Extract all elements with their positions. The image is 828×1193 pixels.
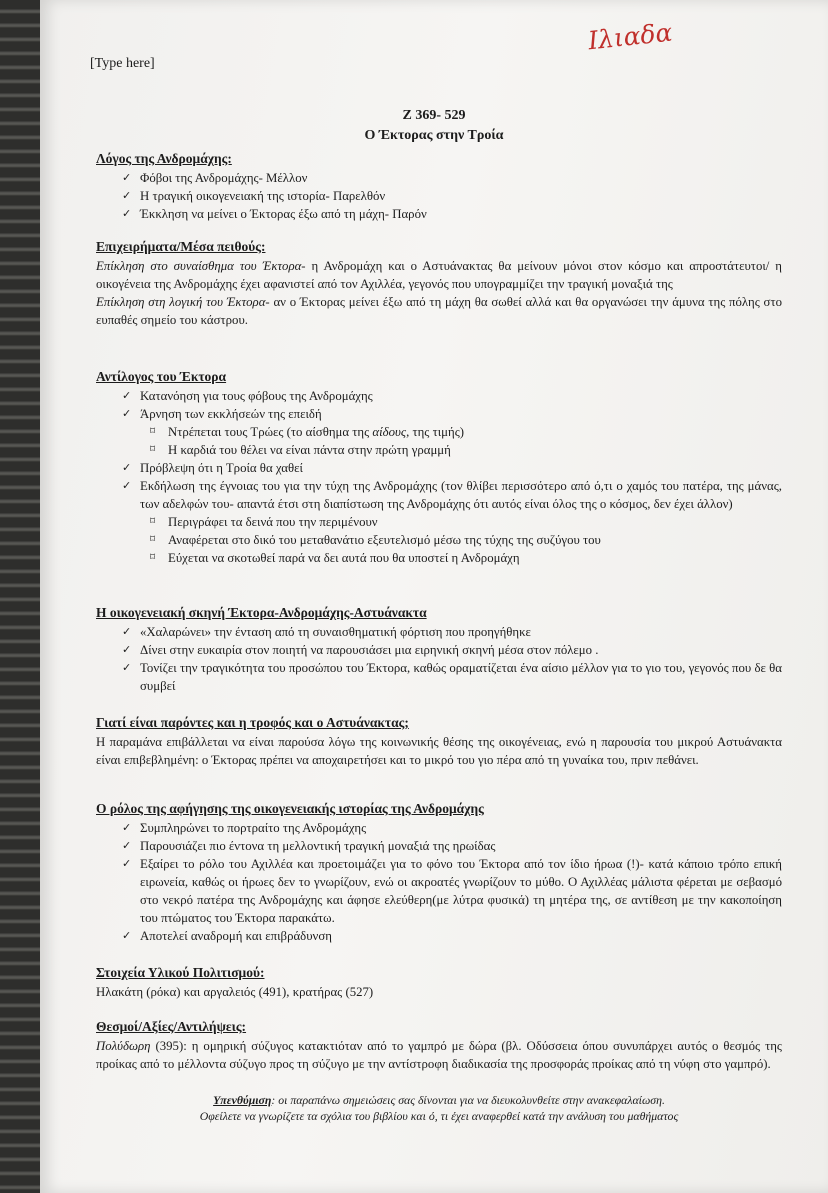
page-title: Ο Έκτορας στην Τροία xyxy=(364,128,504,143)
handwritten-note: Ιλιαδα xyxy=(586,17,674,56)
section-family-scene xyxy=(96,604,782,695)
section-why-present xyxy=(96,714,782,769)
list-item: ✓ Η τραγική οικογενειακή της ιστορία- Παρελθόν xyxy=(118,187,782,205)
list-item: ✓ Έκκληση να μείνει ο Έκτορας έξω από τη μάχη- Παρόν xyxy=(118,205,782,223)
section-hector-reply xyxy=(96,368,782,567)
section-institutions xyxy=(96,1018,782,1073)
section-andromache-speech xyxy=(96,150,782,223)
section-narration-role xyxy=(96,800,782,945)
paragraph: Επίκληση στο συναίσθημα του Έκτορα- η Ανδρομάχη και ο Αστυάνακτας θα μείνουν μόνοι στον κόσμο και απροστάτευτοι/ η οικογένεια της Ανδρομάχης έχει αφανιστεί από τον Αχιλλέα, γεγονός που υπογραμμίζει την τραγική μοναξιά της xyxy=(96,259,782,291)
section-heading: Γιατί είναι παρόντες και η τροφός και ο Αστυάνακτας; xyxy=(96,715,409,730)
sub-list-item: ⌑ Περιγράφει τα δεινά που την περιμένουν xyxy=(118,513,782,531)
reminder-note xyxy=(96,1092,782,1124)
list-item: ✓ Τονίζει την τραγικότητα του προσώπου του Έκτορα, καθώς οραματίζεται ένα αίσιο μέλλον για το γιο του, γεγονός που δε θα συμβεί xyxy=(118,659,782,695)
section-heading: Επιχειρήματα/Μέσα πειθούς: xyxy=(96,239,266,254)
list-item: ✓ Άρνηση των εκκλήσεών της επειδή xyxy=(118,405,782,423)
list-item: ✓ Κατανόηση για τους φόβους της Ανδρομάχης xyxy=(118,387,782,405)
list-item: ✓ Εκδήλωση της έγνοιας του για την τύχη της Ανδρομάχης (τον θλίβει περισσότερο από ό,τι ο χαμός του πατέρα, της μάνας, των αδελφών του- απαντά έτσι στη διαπίστωση της Ανδρομάχης ότι αυτός είναι όλος της ο κόσμος, δεν έχει άλλον) xyxy=(118,477,782,513)
binder-rings xyxy=(0,0,40,1193)
list-item: ✓ Παρουσιάζει πιο έντονα τη μελλοντική τραγική μοναξιά της ηρωίδας xyxy=(118,837,782,855)
section-heading: Θεσμοί/Αξίες/Αντιλήψεις: xyxy=(96,1019,247,1034)
reminder-line: Οφείλετε να γνωρίζετε τα σχόλια του βιβλίου και ό, τι έχει αναφερθεί κατά την ανάλυση του μαθήματος xyxy=(199,1109,679,1123)
document-page xyxy=(40,0,828,1193)
section-heading: Η οικογενειακή σκηνή Έκτορα-Ανδρομάχης-Αστυάνακτα xyxy=(96,605,427,620)
list-item: ✓ Πρόβλεψη ότι η Τροία θα χαθεί xyxy=(118,459,782,477)
list-item: ✓ «Χαλαρώνει» την ένταση από τη συναισθηματική φόρτιση που προηγήθηκε xyxy=(118,623,782,641)
header-placeholder: [Type here] xyxy=(90,56,155,71)
section-heading: Στοιχεία Υλικού Πολιτισμού: xyxy=(96,965,265,980)
list-item: ✓ Φόβοι της Ανδρομάχης- Μέλλον xyxy=(118,169,782,187)
sub-list-item: ⌑ Εύχεται να σκοτωθεί παρά να δει αυτά που θα υποστεί η Ανδρομάχη xyxy=(118,549,782,567)
verse-range: Ζ 369- 529 xyxy=(402,108,466,123)
list-item: ✓ Συμπληρώνει το πορτραίτο της Ανδρομάχης xyxy=(118,819,782,837)
paragraph: Ηλακάτη (ρόκα) και αργαλειός (491), κρατήρας (527) xyxy=(96,985,374,999)
list-item: ✓ Δίνει στην ευκαιρία στον ποιητή να παρουσιάσει μια ειρηνική σκηνή μέσα στον πόλεμο . xyxy=(118,641,782,659)
paragraph: Επίκληση στη λογική του Έκτορα- αν ο Έκτορας μείνει έξω από τη μάχη θα σωθεί αλλά και θα οργανώσει την άμυνα της πόλης στο ευπαθές σημείο του κάστρου. xyxy=(96,295,782,327)
section-arguments xyxy=(96,238,782,329)
list-item: ✓ Αποτελεί αναδρομή και επιβράδυνση xyxy=(118,927,782,945)
paragraph: Πολύδωρη (395): η ομηρική σύζυγος κατακτιόταν από το γαμπρό με δώρα (βλ. Οδύσσεια όπου συνυπάρχει αυτός ο θεσμός της προίκας από το μέλλοντα σύζυγο προς τη σύζυγο με την αντίστροφη διαδικασία της προσφοράς προίκας από τη νύφη στο γαμπρό). xyxy=(96,1039,782,1071)
sub-list-item: ⌑ Η καρδιά του θέλει να είναι πάντα στην πρώτη γραμμή xyxy=(118,441,782,459)
section-heading: Ο ρόλος της αφήγησης της οικογενειακής ιστορίας της Ανδρομάχης xyxy=(96,801,484,816)
reminder-line: Υπενθύμιση: οι παραπάνω σημειώσεις σας δίνονται για να διευκολυνθείτε στην ανακεφαλαίωση. xyxy=(213,1093,665,1107)
sub-list-item: ⌑ Αναφέρεται στο δικό του μεταθανάτιο εξευτελισμό μέσω της τύχης της συζύγου του xyxy=(118,531,782,549)
section-material-culture xyxy=(96,964,782,1001)
paragraph: Η παραμάνα επιβάλλεται να είναι παρούσα λόγω της κοινωνικής θέσης της οικογένειας, ενώ η παρουσία του μικρού Αστυάνακτα είναι επιβεβλημένη: ο Έκτορας πρέπει να αποχαιρετήσει και το μικρό του γιο πέρα από τη γυναίκα του, πριν πεθάνει. xyxy=(96,735,782,767)
list-item: ✓ Εξαίρει το ρόλο του Αχιλλέα και προετοιμάζει για το φόνο του Έκτορα από τον ίδιο ήρωα (!)- κατά κάποιο τρόπο επική ειρωνεία, καθώς οι ήρωες δεν το γνωρίζουν, ενώ οι ακροατές γνωρίζουν το μύθο. Ο Αχιλλέας μάλιστα φέρεται με σεβασμό στο νεκρό πατέρα της Ανδρομάχης και άφησε ελεύθερη(με λύτρα φυσικά) τη μητέρα της, σε αντίθεση με την κακοποίηση του πτώματος του Έκτορα παρακάτω. xyxy=(118,855,782,927)
section-heading: Λόγος της Ανδρομάχης: xyxy=(96,151,232,166)
sub-list-item: ⌑ Ντρέπεται τους Τρώες (το αίσθημα της αίδους, της τιμής) xyxy=(118,423,782,441)
section-heading: Αντίλογος του Έκτορα xyxy=(96,369,227,384)
